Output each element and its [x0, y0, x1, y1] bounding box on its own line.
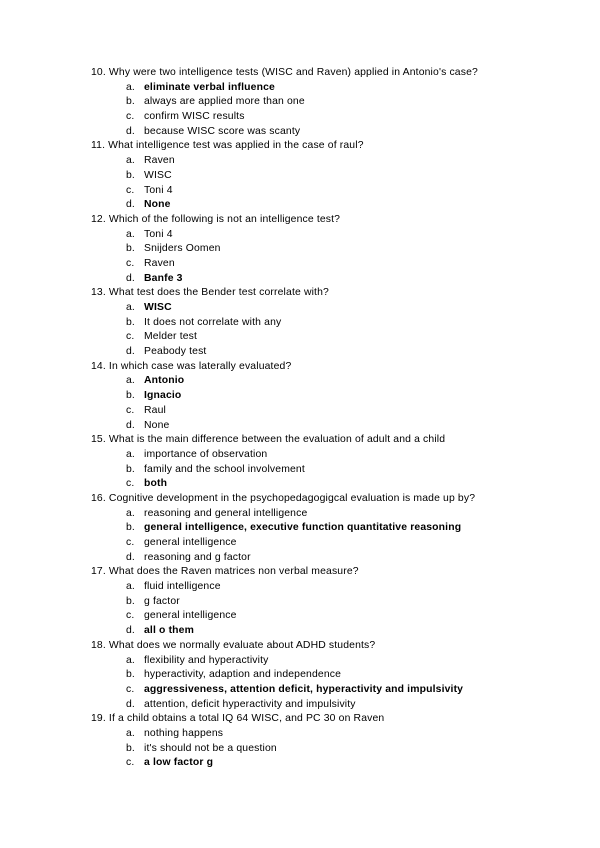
option-text: hyperactivity, adaption and independence [144, 669, 342, 681]
option-letter: a. [126, 375, 135, 387]
option-text: it's should not be a question [144, 742, 277, 754]
option-letter: d. [126, 272, 135, 284]
answer-option [0, 683, 600, 698]
option-letter: b. [126, 169, 135, 181]
answer-option [0, 228, 600, 243]
correct-answer-text: None [144, 199, 171, 211]
option-letter: b. [126, 522, 135, 534]
option-text: Peabody test [144, 346, 207, 358]
answer-option [0, 521, 600, 536]
correct-answer-text: aggressiveness, attention deficit, hyperactivity and impulsivity [144, 683, 464, 695]
option-letter: a. [126, 155, 135, 167]
option-text: reasoning and g factor [144, 551, 251, 563]
answer-option [0, 345, 600, 360]
answer-option [0, 184, 600, 199]
option-letter: d. [126, 125, 135, 137]
option-letter: a. [126, 507, 135, 519]
option-text: importance of observation [144, 448, 268, 460]
option-letter: c. [126, 257, 135, 269]
option-letter: b. [126, 243, 135, 255]
option-letter: c. [126, 331, 135, 343]
option-letter: b. [126, 390, 135, 402]
answer-option [0, 595, 600, 610]
answer-option [0, 727, 600, 742]
answer-option [0, 125, 600, 140]
option-letter: b. [126, 669, 135, 681]
option-letter: b. [126, 595, 135, 607]
option-letter: c. [126, 610, 135, 622]
option-text: Raven [144, 155, 175, 167]
option-text: Snijders Oomen [144, 243, 221, 255]
option-letter: a. [126, 228, 135, 240]
option-text: WISC [144, 169, 172, 181]
option-text: Melder test [144, 331, 198, 343]
question-list [0, 66, 600, 771]
answer-option [0, 477, 600, 492]
option-text: flexibility and hyperactivity [144, 654, 269, 666]
answer-option [0, 507, 600, 522]
option-text: family and the school involvement [144, 463, 305, 475]
option-letter: c. [126, 683, 135, 695]
answer-option [0, 242, 600, 257]
question-text: 18. What does we normally evaluate about ADHD students? [91, 639, 376, 651]
answer-option [0, 81, 600, 96]
answer-option [0, 257, 600, 272]
option-text: Raven [144, 257, 175, 269]
answer-option [0, 551, 600, 566]
answer-option [0, 198, 600, 213]
option-letter: a. [126, 302, 135, 313]
question-text: 19. If a child obtains a total IQ 64 WISC, and PC 30 on Raven [91, 713, 385, 725]
answer-option [0, 301, 600, 316]
answer-option [0, 448, 600, 463]
option-letter: c. [126, 537, 135, 548]
question-text: 15. What is the main difference between the evaluation of adult and a child [91, 434, 446, 446]
option-letter: d. [126, 419, 135, 431]
correct-answer-text: WISC [144, 302, 172, 313]
correct-answer-text: eliminate verbal influence [144, 81, 275, 93]
question-text: 10. Why were two intelligence tests (WISC and Raven) applied in Antonio's case? [91, 67, 478, 78]
correct-answer-text: Antonio [144, 375, 185, 387]
answer-option [0, 609, 600, 624]
answer-option [0, 668, 600, 683]
option-text: always are applied more than one [144, 96, 305, 108]
option-letter: c. [126, 184, 135, 196]
question-text: 17. What does the Raven matrices non verbal measure? [91, 566, 359, 578]
option-letter: b. [126, 463, 135, 475]
option-letter: d. [126, 551, 135, 563]
option-text: confirm WISC results [144, 111, 245, 123]
option-letter: c. [126, 757, 135, 769]
option-letter: a. [126, 448, 135, 460]
correct-answer-text: general intelligence, executive function quantitative reasoning [144, 522, 462, 534]
question-text: 11. What intelligence test was applied in the case of raul? [91, 140, 364, 152]
correct-answer-text: Ignacio [144, 390, 182, 402]
option-text: nothing happens [144, 727, 224, 739]
answer-option [0, 374, 600, 389]
question-text: 13. What test does the Bender test correlate with? [91, 287, 329, 299]
option-letter: d. [126, 199, 135, 211]
option-text: fluid intelligence [144, 581, 221, 593]
question-text: 16. Cognitive development in the psychopedagogigcal evaluation is made up by? [91, 492, 476, 504]
option-text: Toni 4 [144, 228, 173, 240]
answer-option [0, 110, 600, 125]
answer-option [0, 536, 600, 551]
option-text: general intelligence [144, 610, 237, 622]
option-letter: b. [126, 316, 135, 328]
option-letter: a. [126, 654, 135, 666]
answer-option [0, 654, 600, 669]
answer-option [0, 389, 600, 404]
correct-answer-text: Banfe 3 [144, 272, 183, 284]
option-letter: d. [126, 698, 135, 710]
correct-answer-text: a low factor g [144, 757, 214, 769]
answer-option [0, 169, 600, 184]
answer-option [0, 316, 600, 331]
answer-option [0, 154, 600, 169]
answer-option [0, 580, 600, 595]
option-letter: c. [126, 404, 135, 416]
option-letter: d. [126, 346, 135, 358]
option-text: Toni 4 [144, 184, 173, 196]
option-letter: c. [126, 478, 135, 490]
answer-option [0, 624, 600, 639]
answer-option [0, 463, 600, 478]
option-letter: a. [126, 81, 135, 93]
option-letter: a. [126, 581, 135, 593]
option-letter: b. [126, 96, 135, 108]
option-letter: b. [126, 742, 135, 754]
answer-option [0, 698, 600, 713]
answer-option [0, 756, 600, 771]
option-text: attention, deficit hyperactivity and impulsivity [144, 698, 356, 710]
option-text: It does not correlate with any [144, 316, 282, 328]
option-text: Raul [144, 404, 166, 416]
correct-answer-text: all o them [144, 625, 194, 637]
option-text: because WISC score was scanty [144, 125, 301, 137]
question-text: 14. In which case was laterally evaluated? [91, 360, 292, 372]
answer-option [0, 404, 600, 419]
option-text: g factor [144, 595, 180, 607]
question-text: 12. Which of the following is not an intelligence test? [91, 213, 341, 225]
answer-option [0, 95, 600, 110]
answer-option [0, 272, 600, 287]
answer-option [0, 419, 600, 434]
answer-option [0, 330, 600, 345]
option-letter: a. [126, 727, 135, 739]
option-text: None [144, 419, 170, 431]
option-letter: d. [126, 625, 135, 637]
option-text: reasoning and general intelligence [144, 507, 308, 519]
answer-option [0, 742, 600, 757]
option-text: general intelligence [144, 537, 237, 548]
option-letter: c. [126, 111, 135, 123]
correct-answer-text: both [144, 478, 168, 490]
